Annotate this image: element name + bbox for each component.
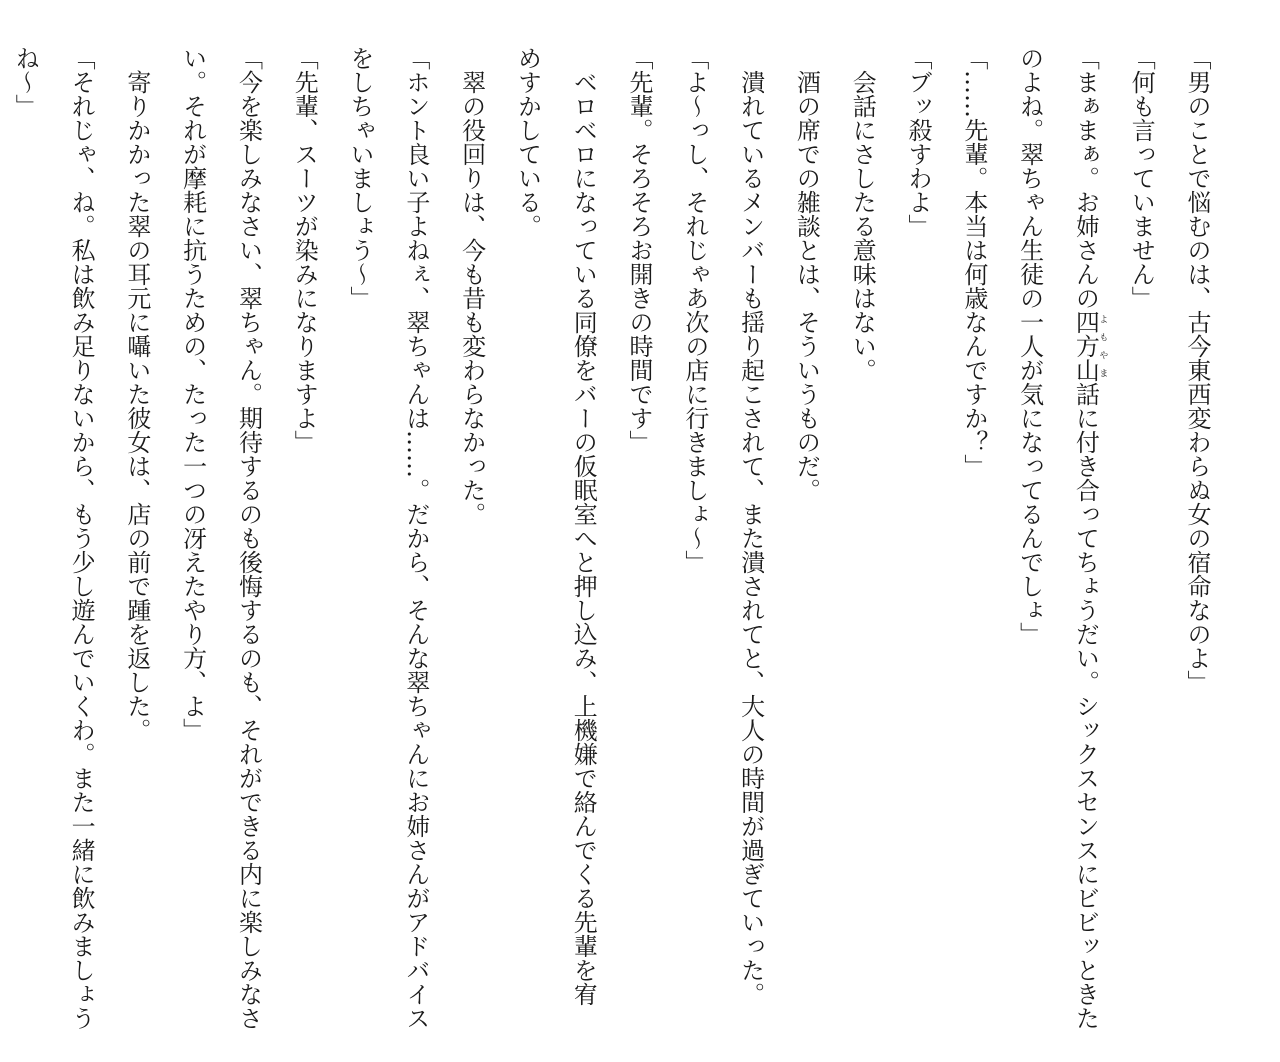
text-line: 「何も言っていません」 xyxy=(1127,46,1156,310)
text-line: 「……先輩。本当は何歳なんですか？」 xyxy=(959,46,988,478)
text-line: 「ホント良い子よねぇ、翠ちゃんは……。だから、そんな翠ちゃんにお姉さんがアドバイス xyxy=(401,46,430,1030)
vertical-text-body xyxy=(0,46,1224,1036)
text-line: 会話にさしたる意味はない。 xyxy=(848,46,877,382)
text-line-with-ruby: 「まぁまぁ。お姉さんの四方山よもやま話に付き合ってちょうだい。シックスセンスにビビッときた xyxy=(1071,46,1108,1030)
text-line: 「先輩、スーツが染みになりますよ」 xyxy=(290,46,319,454)
text-line: 「それじゃ、ね。私は飲み足りないから、もう少し遊んでいくわ。また一緒に飲みましょう xyxy=(67,46,96,1030)
ruby-annotation: 四方山よもやま xyxy=(1071,310,1108,382)
text-line: 酒の席での雑談とは、そういうものだ。 xyxy=(792,46,821,502)
text-line: をしちゃいましょう～」 xyxy=(346,46,375,310)
text-line: 「先輩。そろそろお開きの時間です」 xyxy=(625,46,654,454)
text-line: 「よ～っし、それじゃあ次の店に行きましょ～」 xyxy=(680,46,709,574)
text-line: 翠の役回りは、今も昔も変わらなかった。 xyxy=(457,46,486,526)
text-line: めすかしている。 xyxy=(513,46,542,238)
text-line: 「男のことで悩むのは、古今東西変わらぬ女の宿命なのよ」 xyxy=(1183,46,1211,694)
text-line: 「今を楽しみなさい、翠ちゃん。期待するのも後悔するのも、それができる内に楽しみなさ xyxy=(234,46,263,1030)
text-line: のよね。翠ちゃん生徒の一人が気になってるんでしょ」 xyxy=(1015,46,1044,646)
text-line: 「ブッ殺すわよ」 xyxy=(904,46,933,238)
text-line: 潰れているメンバーも揺り起こされて、また潰されてと、大人の時間が過ぎていった。 xyxy=(736,46,765,1006)
text-line: 寄りかかった翠の耳元に囁いた彼女は、店の前で踵を返した。 xyxy=(122,46,151,742)
text-line: ベロベロになっている同僚をバーの仮眠室へと押し込み、上機嫌で絡んでくる先輩を宥 xyxy=(569,46,598,1006)
text-line: い。それが摩耗に抗うための、たった一つの冴えたやり方、よ」 xyxy=(178,46,207,742)
text-line: ね～」 xyxy=(11,46,40,118)
